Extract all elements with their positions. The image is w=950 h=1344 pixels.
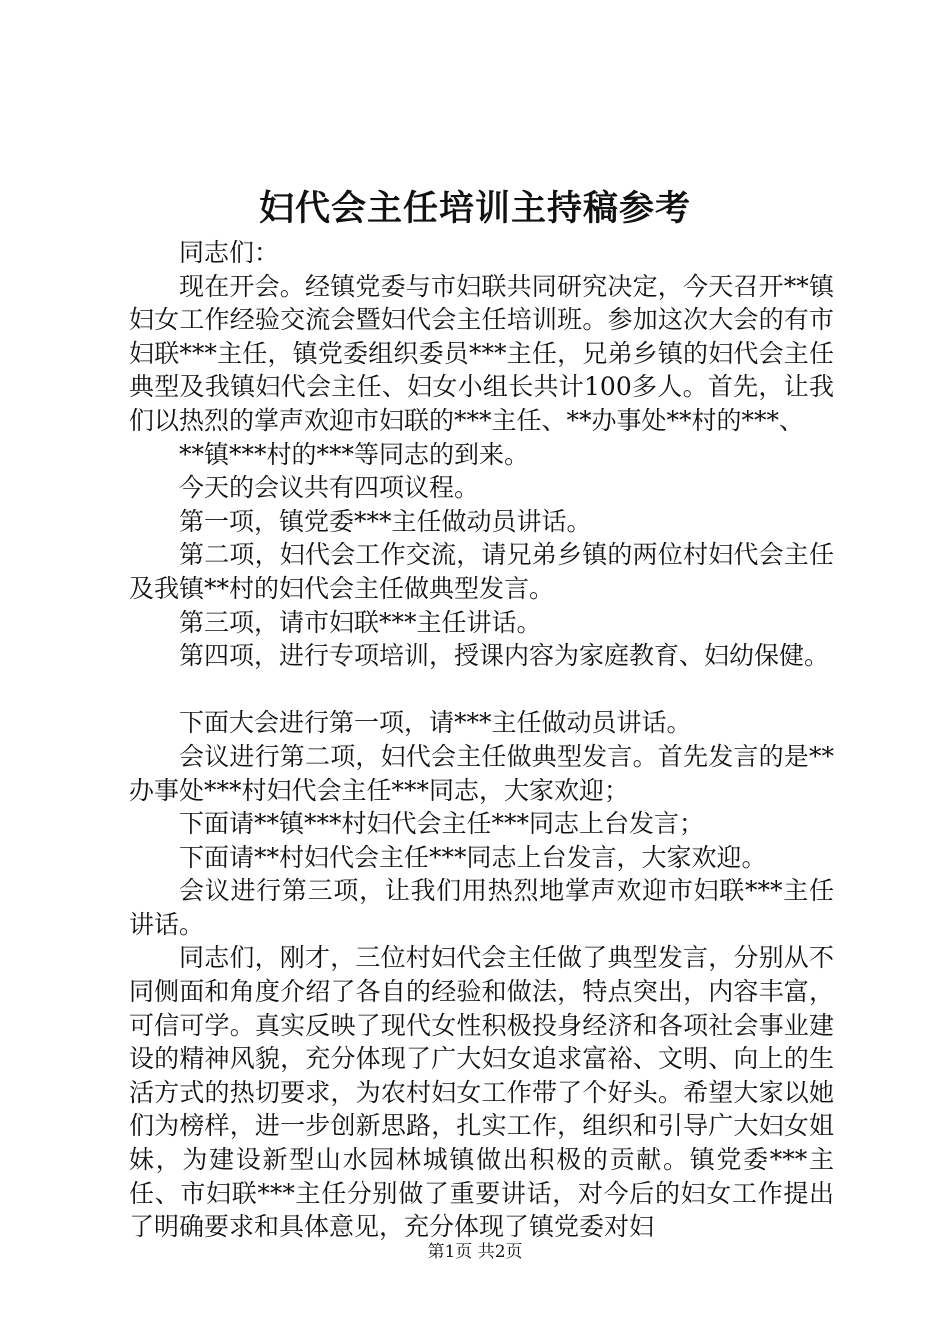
paragraph-opening: 现在开会。经镇党委与市妇联共同研究决定，今天召开**镇妇女工作经验交流会暨妇代会主任培训班。参加这次大会的有市妇联***主任，镇党委组织委员***主任，兄弟乡镇的妇代会主任典型及我镇妇代会主任、妇女小组长共计100多人。首先，让我们以热烈的掌声欢迎市妇联的***主任、**办事处**村的***、 (129, 271, 834, 435)
paragraph-agenda-item-1: 第一项，镇党委***主任做动员讲话。 (179, 506, 592, 536)
document-title: 妇代会主任培训主持稿参考 (258, 188, 691, 229)
document-body (129, 236, 834, 1244)
paragraph-speaker-2: 下面请**镇***村妇代会主任***同志上台发言； (179, 809, 705, 839)
blank-line (129, 673, 834, 707)
paragraph-greeting: 同志们： (179, 238, 280, 267)
page-footer: 第1页 共2页 (427, 1242, 523, 1262)
paragraph-agenda-item-2: 第二项，妇代会工作交流，请兄弟乡镇的两位村妇代会主任及我镇**村的妇代会主任做典型发言。 (129, 540, 834, 603)
paragraph-item-3-start: 会议进行第三项，让我们用热烈地掌声欢迎市妇联***主任讲话。 (129, 876, 834, 939)
paragraph-agenda-item-4: 第四项，进行专项培训，授课内容为家庭教育、妇幼保健。 (179, 641, 830, 671)
paragraph-guests: **镇***村的***等同志的到来。 (179, 439, 530, 469)
paragraph-item-1-start: 下面大会进行第一项，请***主任做动员讲话。 (179, 708, 692, 738)
paragraph-speaker-3: 下面请**村妇代会主任***同志上台发言，大家欢迎。 (179, 842, 767, 872)
paragraph-item-2-start: 会议进行第二项，妇代会主任做典型发言。首先发言的是**办事处***村妇代会主任***同志，大家欢迎； (129, 741, 834, 805)
paragraph-agenda-item-3: 第三项，请市妇联***主任讲话。 (179, 607, 542, 637)
paragraph-summary: 同志们，刚才，三位村妇代会主任做了典型发言，分别从不同侧面和角度介绍了各自的经验和做法，特点突出，内容丰富，可信可学。真实反映了现代女性积极投身经济和各项社会事业建设的精神风貌，充分体现了广大妇女追求富裕、文明、向上的生活方式的热切要求，为农村妇女工作带了个好头。希望大家以她们为榜样，进一步创新思路，扎实工作，组织和引导广大妇女姐妹，为建设新型山水园林城镇做出积极的贡献。镇党委***主任、市妇联***主任分别做了重要讲话，对今后的妇女工作提出了明确要求和具体意见，充分体现了镇党委对妇 (129, 943, 834, 1242)
paragraph-agenda-intro: 今天的会议共有四项议程。 (179, 473, 480, 503)
